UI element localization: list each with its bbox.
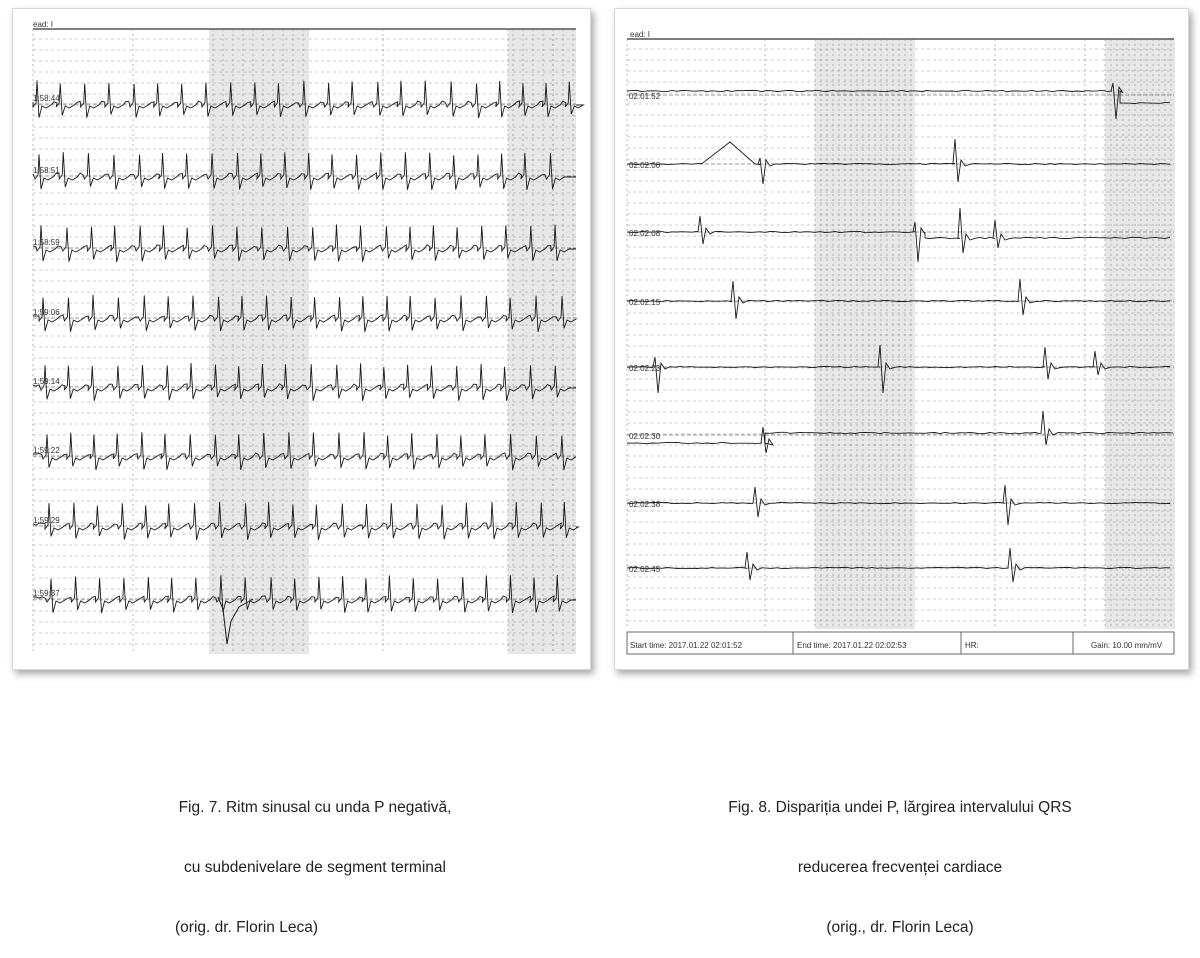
fig7-shade-2	[243, 339, 293, 389]
fig8-row-labels	[629, 92, 661, 574]
fig8-caption-line3: (orig., dr. Florin Leca)	[826, 919, 974, 936]
fig8-caption-line1: Fig. 8. Dispariția undei P, lărgirea intervalului QRS	[728, 799, 1072, 816]
fig7-row-time-2: 1:58:51	[33, 166, 60, 175]
fig7-grid	[33, 29, 576, 654]
fig7-row-time-6: 1:59:22	[33, 446, 60, 455]
fig8-footer	[627, 632, 1174, 654]
fig7-lead-label: ead: I	[33, 20, 54, 29]
fig7-caption-line3: (orig. dr. Florin Leca)	[175, 919, 318, 936]
fig7-row-labels	[33, 94, 60, 598]
fig8-end-time: End time: 2017.01.22 02:02:53	[797, 641, 907, 650]
fig8-panel	[614, 8, 1189, 670]
fig8-caption	[660, 758, 1140, 958]
fig7-row-time-3: 1:58:59	[33, 238, 60, 247]
fig7-panel	[12, 8, 591, 670]
fig8-row-time-4: 02:02:15	[629, 298, 661, 307]
fig7-caption-line2: cu subdenivelare de segment terminal	[184, 859, 446, 876]
fig7-ecg-strip	[13, 9, 590, 669]
fig7-row-time-4: 1:59:06	[33, 308, 60, 317]
fig7-row-time-8: 1:59:37	[33, 589, 60, 598]
fig7-row-time-7: 1:59:29	[33, 516, 60, 525]
fig8-row-time-2: 02:02:00	[629, 161, 661, 170]
fig7-row-time-5: 1:59:14	[33, 377, 60, 386]
fig8-grid	[627, 39, 1175, 629]
fig8-row-time-7: 02:02:38	[629, 500, 661, 509]
fig8-row-time-6: 02:02:30	[629, 432, 661, 441]
fig7-shade-1	[508, 29, 576, 654]
fig8-shade-2	[815, 299, 915, 369]
fig8-row-time-1: 02:01:52	[629, 92, 661, 101]
fig8-hr: HR:	[965, 641, 979, 650]
fig7-row-time-1: 1:58:44	[33, 94, 60, 103]
fig7-caption	[95, 758, 535, 958]
fig8-row-time-8: 02:02:45	[629, 565, 661, 574]
fig8-lead-label: ead: I	[630, 30, 651, 39]
fig8-row-time-5: 02:02:23	[629, 364, 661, 373]
fig8-caption-line2: reducerea frecvenței cardiace	[797, 859, 1003, 876]
fig8-row-time-3: 02:02:08	[629, 229, 661, 238]
fig8-ecg-strip	[615, 9, 1188, 669]
fig7-caption-line1: Fig. 7. Ritm sinusal cu unda P negativă,	[178, 799, 452, 816]
fig8-gain: Gain: 10.00 mm/mV	[1091, 641, 1163, 650]
fig8-start-time: Start time: 2017.01.22 02:01:52	[630, 641, 743, 650]
